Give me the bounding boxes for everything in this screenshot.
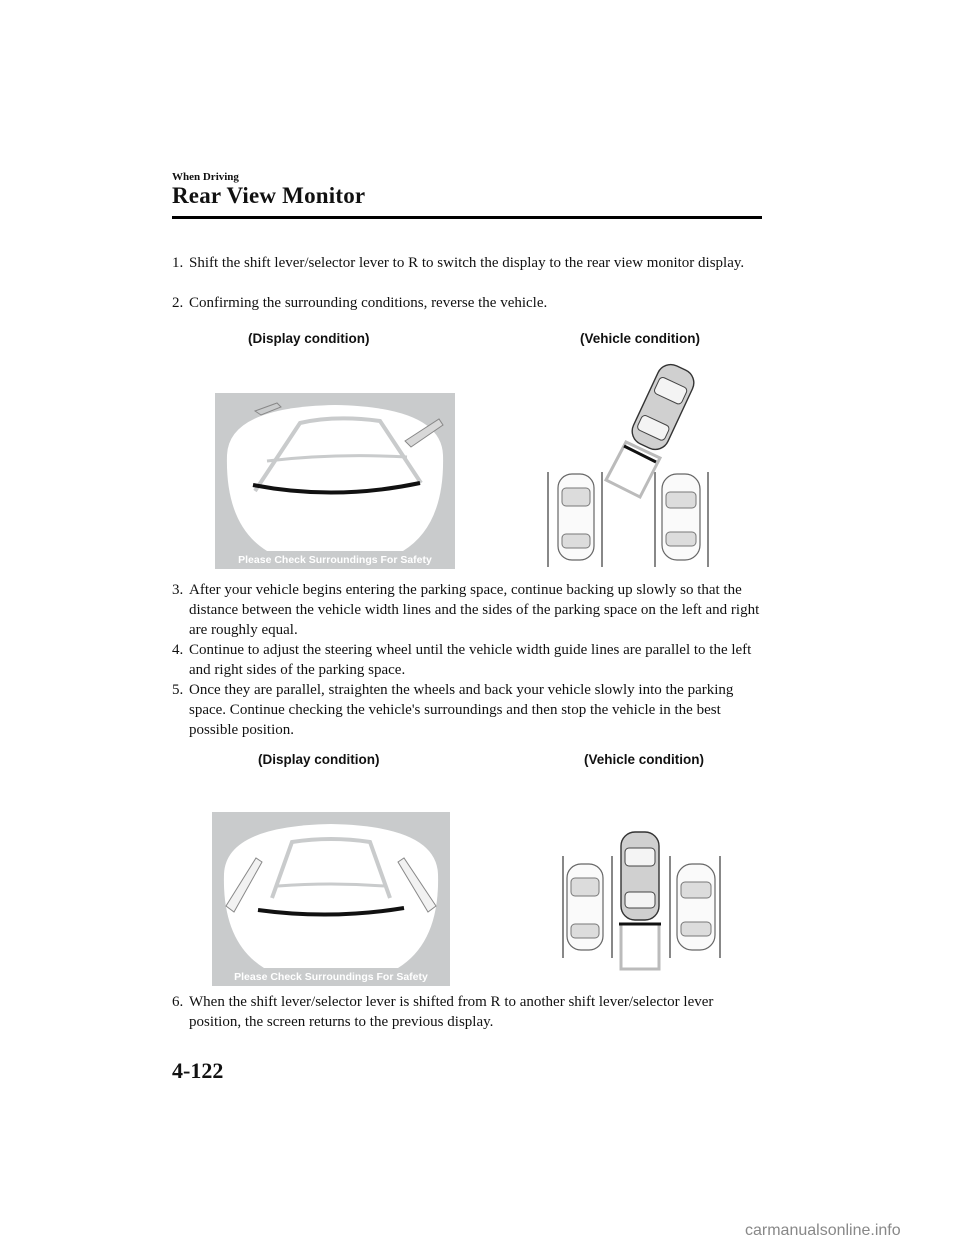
safety-message: Please Check Surroundings For Safety xyxy=(234,971,428,983)
rear-camera-display xyxy=(215,393,455,569)
reversing-car xyxy=(628,362,699,454)
vehicle-condition-caption: (Vehicle condition) xyxy=(580,331,701,346)
step-text: Shift the shift lever/selector lever to R to switch the display to the rear view monitor display. xyxy=(189,255,745,271)
display-condition-caption: (Display condition) xyxy=(248,331,370,346)
step-number: 6. xyxy=(172,994,184,1010)
page-title: Rear View Monitor xyxy=(172,183,366,208)
section-label: When Driving xyxy=(172,171,239,183)
step-2 xyxy=(172,293,772,313)
step-number: 3. xyxy=(172,582,184,598)
step-number: 4. xyxy=(172,642,184,658)
step-text: Confirming the surrounding conditions, reverse the vehicle. xyxy=(189,295,548,311)
footer-watermark[interactable]: carmanualsonline.info xyxy=(745,1222,901,1239)
camera-view xyxy=(224,824,438,968)
display-condition-caption: (Display condition) xyxy=(258,752,380,767)
safety-message: Please Check Surroundings For Safety xyxy=(238,554,432,566)
parked-car-right xyxy=(662,474,700,560)
vehicle-condition-diagram xyxy=(555,828,730,976)
parked-car-left xyxy=(558,474,594,560)
page-number: 4-122 xyxy=(172,1058,224,1083)
vehicle-condition-caption: (Vehicle condition) xyxy=(584,752,705,767)
step-text: Continue to adjust the steering wheel until the vehicle width guide lines are parallel to the left and right sides of the parking space. xyxy=(189,642,752,678)
step-1 xyxy=(172,253,772,293)
step-4 xyxy=(172,640,772,680)
step-text: After your vehicle begins entering the parking space, continue backing up slowly so that the distance between the vehicle width lines and the sides of the parking space on the left and right are roughly equal. xyxy=(189,582,760,638)
title-rule xyxy=(172,216,762,219)
parked-car-right xyxy=(677,864,715,950)
step-number: 5. xyxy=(172,682,184,698)
step-number: 2. xyxy=(172,295,184,311)
parked-car-left xyxy=(567,864,603,950)
camera-view xyxy=(227,405,443,551)
step-text: Once they are parallel, straighten the wheels and back your vehicle slowly into the parking space. Continue checking the vehicle's surroundings and then stop the vehicle in the best possible position. xyxy=(189,682,734,738)
step-3 xyxy=(172,580,772,640)
rear-camera-display xyxy=(212,812,450,986)
vehicle-condition-diagram xyxy=(540,362,725,572)
step-6 xyxy=(172,992,772,1032)
step-5 xyxy=(172,680,772,740)
reversing-car xyxy=(621,832,659,920)
guide-projection xyxy=(621,924,659,969)
step-text: When the shift lever/selector lever is shifted from R to another shift lever/selector lever position, the screen returns to the previous display. xyxy=(189,994,714,1030)
step-number: 1. xyxy=(172,255,184,271)
